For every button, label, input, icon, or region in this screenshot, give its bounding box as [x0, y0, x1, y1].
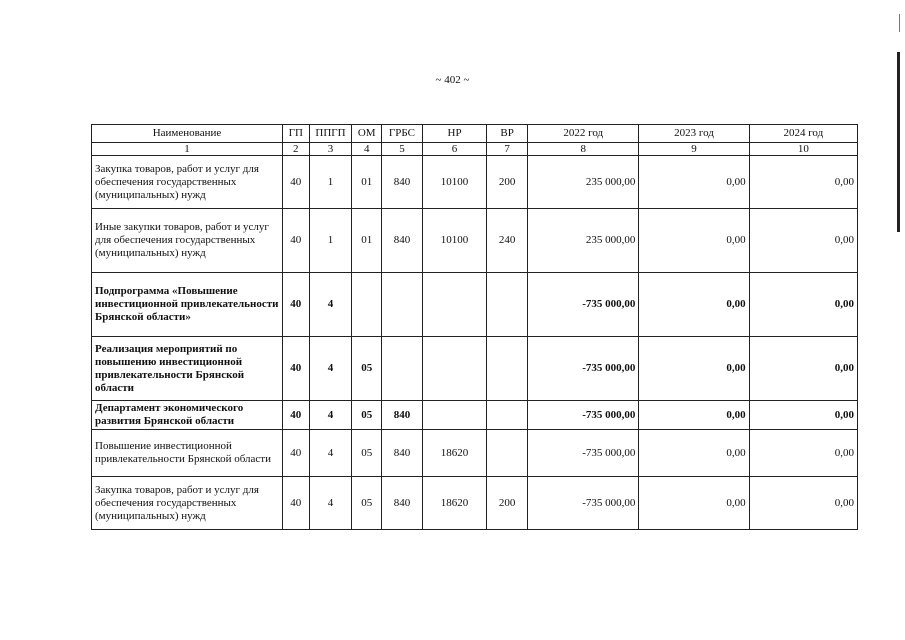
row-name: Закупка товаров, работ и услуг для обеспечения государственных (муниципальных) нужд [92, 477, 283, 530]
cell-vr [487, 337, 528, 401]
row-name: Повышение инвестиционной привлекательности Брянской области [92, 430, 283, 477]
cell-2024: 0,00 [749, 401, 857, 430]
table-row [92, 337, 858, 401]
cell-2024: 0,00 [749, 273, 857, 337]
col-header-nr: НР [422, 125, 486, 143]
budget-table [91, 124, 858, 530]
cell-grbs [382, 337, 423, 401]
cell-gp: 40 [282, 273, 309, 337]
cell-2024: 0,00 [749, 337, 857, 401]
cell-2022: -735 000,00 [528, 477, 639, 530]
page-number: ~ 402 ~ [435, 74, 470, 86]
table-row [92, 209, 858, 273]
cell-grbs [382, 273, 423, 337]
col-header-gp: ГП [282, 125, 309, 143]
cell-ppgp: 4 [309, 337, 352, 401]
cell-grbs: 840 [382, 209, 423, 273]
cell-2022: -735 000,00 [528, 401, 639, 430]
cell-gp: 40 [282, 337, 309, 401]
column-number: 9 [639, 143, 749, 156]
col-header-2024: 2024 год [749, 125, 857, 143]
row-name: Закупка товаров, работ и услуг для обеспечения государственных (муниципальных) нужд [92, 156, 283, 209]
cell-2023: 0,00 [639, 156, 749, 209]
cell-nr [422, 401, 486, 430]
cell-2024: 0,00 [749, 156, 857, 209]
cell-vr [487, 401, 528, 430]
cell-nr: 18620 [422, 477, 486, 530]
cell-nr [422, 273, 486, 337]
cell-vr [487, 273, 528, 337]
col-header-grbs: ГРБС [382, 125, 423, 143]
cell-om: 01 [352, 209, 382, 273]
cell-ppgp: 4 [309, 477, 352, 530]
cell-2022: -735 000,00 [528, 337, 639, 401]
cell-2023: 0,00 [639, 477, 749, 530]
margin-tick-mark [899, 14, 900, 32]
table-row [92, 430, 858, 477]
cell-ppgp: 1 [309, 209, 352, 273]
row-name: Иные закупки товаров, работ и услуг для обеспечения государственных (муниципальных) нужд [92, 209, 283, 273]
cell-nr: 10100 [422, 209, 486, 273]
col-header-name: Наименование [92, 125, 283, 143]
cell-gp: 40 [282, 401, 309, 430]
cell-2023: 0,00 [639, 401, 749, 430]
table-row [92, 477, 858, 530]
cell-grbs: 840 [382, 477, 423, 530]
cell-2022: -735 000,00 [528, 430, 639, 477]
col-header-2023: 2023 год [639, 125, 749, 143]
cell-ppgp: 1 [309, 156, 352, 209]
cell-ppgp: 4 [309, 401, 352, 430]
col-header-om: ОМ [352, 125, 382, 143]
cell-2022: 235 000,00 [528, 209, 639, 273]
column-number: 10 [749, 143, 857, 156]
cell-om: 01 [352, 156, 382, 209]
table-row [92, 156, 858, 209]
cell-vr: 240 [487, 209, 528, 273]
column-number: 7 [487, 143, 528, 156]
cell-2023: 0,00 [639, 273, 749, 337]
row-name: Реализация мероприятий по повышению инвестиционной привлекательности Брянской области [92, 337, 283, 401]
cell-2023: 0,00 [639, 337, 749, 401]
cell-om: 05 [352, 477, 382, 530]
cell-2023: 0,00 [639, 209, 749, 273]
cell-vr [487, 430, 528, 477]
col-header-ppgp: ППГП [309, 125, 352, 143]
column-number: 5 [382, 143, 423, 156]
cell-2024: 0,00 [749, 209, 857, 273]
cell-gp: 40 [282, 430, 309, 477]
row-name: Подпрограмма «Повышение инвестиционной привлекательности Брянской области» [92, 273, 283, 337]
cell-grbs: 840 [382, 430, 423, 477]
col-header-2022: 2022 год [528, 125, 639, 143]
column-number: 3 [309, 143, 352, 156]
cell-gp: 40 [282, 477, 309, 530]
cell-ppgp: 4 [309, 273, 352, 337]
cell-om [352, 273, 382, 337]
cell-gp: 40 [282, 209, 309, 273]
row-name: Департамент экономического развития Брянской области [92, 401, 283, 430]
cell-2022: 235 000,00 [528, 156, 639, 209]
cell-2022: -735 000,00 [528, 273, 639, 337]
cell-nr [422, 337, 486, 401]
cell-nr: 18620 [422, 430, 486, 477]
cell-2024: 0,00 [749, 430, 857, 477]
table-row [92, 273, 858, 337]
column-number: 1 [92, 143, 283, 156]
cell-grbs: 840 [382, 401, 423, 430]
table-row [92, 401, 858, 430]
cell-vr: 200 [487, 477, 528, 530]
cell-om: 05 [352, 401, 382, 430]
cell-ppgp: 4 [309, 430, 352, 477]
header-row [92, 125, 858, 143]
cell-vr: 200 [487, 156, 528, 209]
cell-grbs: 840 [382, 156, 423, 209]
column-number-row [92, 143, 858, 156]
cell-om: 05 [352, 430, 382, 477]
column-number: 4 [352, 143, 382, 156]
cell-om: 05 [352, 337, 382, 401]
column-number: 8 [528, 143, 639, 156]
col-header-vr: ВР [487, 125, 528, 143]
cell-2023: 0,00 [639, 430, 749, 477]
cell-gp: 40 [282, 156, 309, 209]
column-number: 2 [282, 143, 309, 156]
cell-2024: 0,00 [749, 477, 857, 530]
cell-nr: 10100 [422, 156, 486, 209]
column-number: 6 [422, 143, 486, 156]
